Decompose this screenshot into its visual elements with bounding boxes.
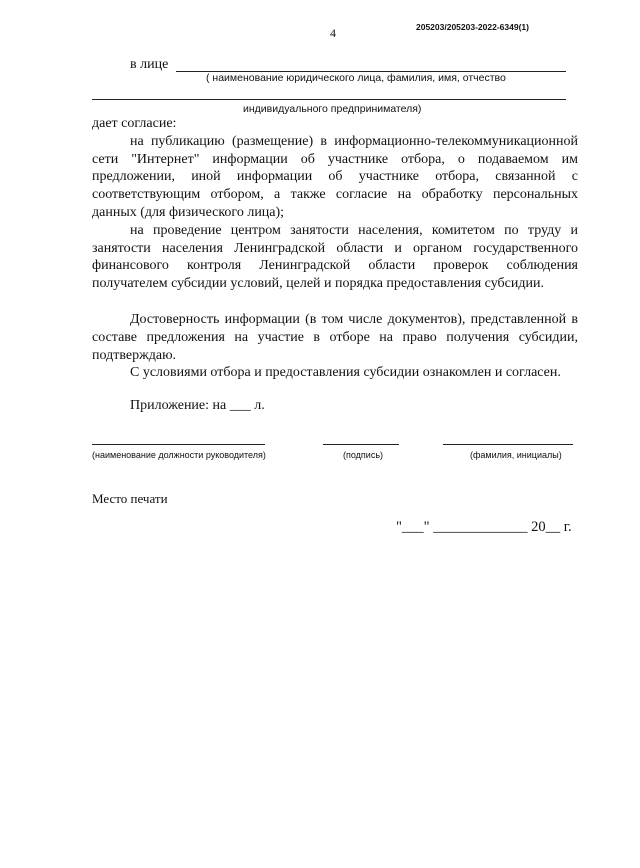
reliability-statement: Достоверность информации (в том числе документов), представленной в составе предложения на участие в отборе на право получения субсидии, подтверждаю.: [92, 311, 578, 363]
signature-caption: (подпись): [343, 450, 384, 460]
signature-line: [323, 444, 399, 445]
applicant-label: в лице: [130, 57, 169, 72]
name-caption: (фамилия, инициалы): [470, 450, 562, 460]
position-caption: (наименование должности руководителя): [92, 450, 266, 460]
position-line: [92, 444, 265, 445]
page-number: 4: [330, 26, 336, 40]
consent-intro: дает согласие:: [92, 116, 177, 131]
applicant-caption-line1: ( наименование юридического лица, фамилия, имя, отчество: [206, 72, 506, 84]
document-id: 205203/205203-2022-6349(1): [416, 22, 529, 32]
attachment-note: Приложение: на ___ л.: [130, 398, 265, 413]
consent-item-inspection: на проведение центром занятости населения, комитетом по труду и занятости населения Ленинградской области и органом государственного финансового контроля Ленинградской области проверок соблюдения получателем субсидии условий, целей и порядка предоставления субсидии.: [92, 222, 578, 292]
stamp-place-label: Место печати: [92, 491, 168, 506]
consent-block: [92, 115, 578, 382]
acquainted-statement: С условиями отбора и предоставления субсидии ознакомлен и согласен.: [130, 365, 561, 381]
consent-item-publication: на публикацию (размещение) в информационно-телекоммуникационной сети "Интернет" информации об участнике отбора, о подаваемом им предложении, иной информации об участнике отбора, связанной с соответствующим отбором, а также согласие на обработку персональных данных (для физического лица);: [92, 133, 578, 220]
applicant-caption-line2: индивидуального предпринимателя): [243, 103, 422, 115]
name-line: [443, 444, 573, 445]
applicant-name-line-2: [92, 99, 566, 100]
date-field: "___" _____________ 20__ г.: [396, 519, 572, 535]
